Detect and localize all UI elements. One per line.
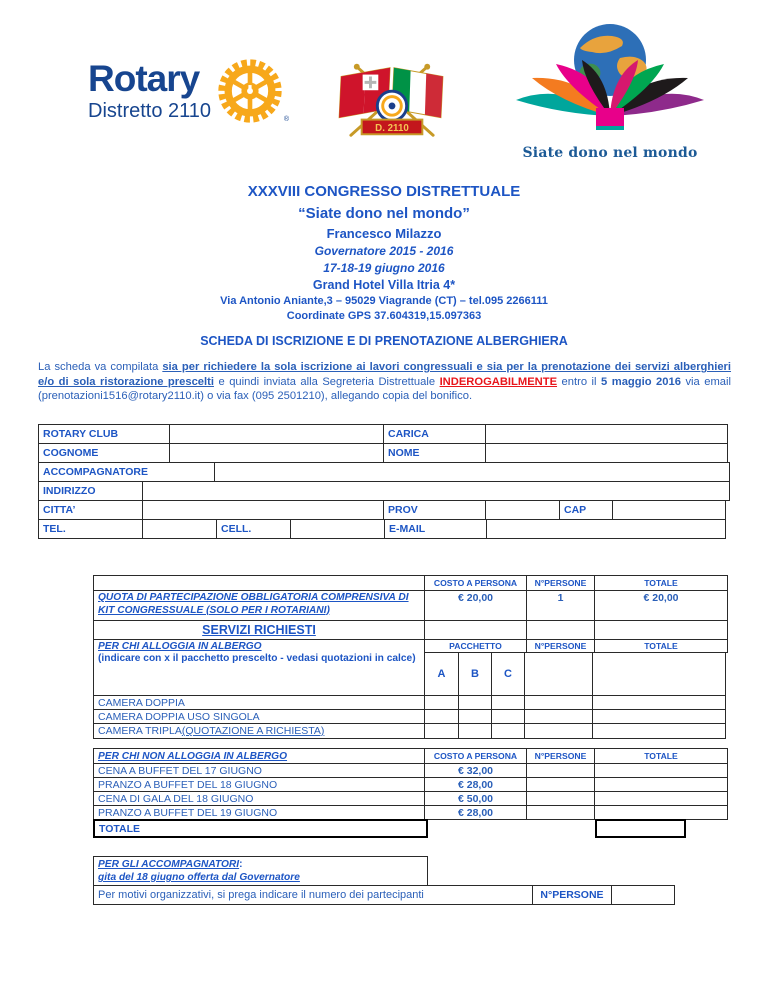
mini-wheel-icon (377, 91, 406, 120)
input-persone[interactable] (526, 791, 595, 806)
input-b[interactable] (458, 723, 492, 739)
input-email[interactable] (486, 519, 726, 539)
label-cap: CAP (559, 500, 613, 520)
table-row (38, 481, 730, 501)
rotary-wordmark: Rotary (88, 58, 200, 99)
input-cognome[interactable] (169, 443, 384, 463)
input-c[interactable] (491, 695, 525, 710)
input-cell[interactable] (290, 519, 385, 539)
intro-text-underlined: sia per richiedere la sola iscrizione ai lavori congressuali e sia per la prenotazione dei servizi alberghieri e/o di sola ristorazione prescelti (38, 361, 732, 388)
input-persone[interactable] (611, 885, 675, 905)
input-totale[interactable] (594, 791, 728, 806)
pacchetto-subgrid (424, 639, 730, 696)
congress-title: XXXVIII CONGRESSO DISTRETTUALE (247, 183, 521, 200)
theme-logo (505, 20, 715, 161)
input-prov[interactable] (485, 500, 560, 520)
services-table (93, 575, 730, 739)
intro-paragraph (38, 360, 731, 404)
label-nome: NOME (383, 443, 486, 463)
meals-title: PER CHI NON ALLOGGIA IN ALBERGO (93, 748, 425, 764)
congress-theme: “Siate dono nel mondo” (298, 205, 470, 222)
alloggia-note: (indicare con x il pacchetto prescelto - vedasi quotazioni in calce) (98, 653, 416, 664)
label-tel: TEL. (38, 519, 143, 539)
input-c[interactable] (491, 723, 525, 739)
table-row (93, 695, 730, 710)
meal-price: € 50,00 (424, 791, 527, 806)
header-totale: TOTALE (594, 575, 728, 591)
input-totale[interactable] (592, 709, 726, 724)
room-label (93, 723, 425, 739)
meal-price: € 32,00 (424, 763, 527, 778)
companions-header-box (93, 856, 428, 886)
table-row (93, 709, 730, 724)
quota-costo: € 20,00 (424, 590, 527, 621)
governor-name: Francesco Milazzo (326, 226, 442, 241)
meal-price: € 28,00 (424, 777, 527, 792)
form-title: SCHEDA DI ISCRIZIONE E DI PRENOTAZIONE ALBERGHIERA (200, 334, 568, 348)
input-indirizzo[interactable] (142, 481, 730, 501)
companions-colon: : (239, 859, 243, 870)
table-row (93, 805, 728, 820)
header-persone: N°PERSONE (526, 575, 595, 591)
input-persone[interactable] (524, 695, 593, 710)
deadline-warning: INDEROGABILMENTE (439, 375, 558, 388)
table-row (93, 791, 728, 806)
banner-text: D. 2110 (375, 122, 409, 134)
input-rotary-club[interactable] (169, 424, 384, 444)
intro-text-1: La scheda va compilata (38, 361, 163, 373)
table-row (38, 462, 730, 482)
quota-persone: 1 (526, 590, 595, 621)
input-a[interactable] (424, 723, 459, 739)
intro-text-2: e quindi inviata alla Segreteria Distrettuale (213, 375, 440, 388)
table-row (93, 777, 728, 792)
header-persone: N°PERSONE (526, 639, 595, 653)
option-b: B (458, 652, 492, 696)
input-totale[interactable] (592, 695, 726, 710)
rotary-wheel-icon (217, 58, 283, 124)
table-row (93, 575, 730, 591)
flags-pin-logo (333, 55, 451, 152)
alloggia-title: PER CHI ALLOGGIA IN ALBERGO (98, 641, 262, 652)
spacer (427, 819, 596, 838)
meals-table (93, 748, 728, 838)
governor-term: Governatore 2015 - 2016 (314, 244, 454, 258)
rotary-district-logo (88, 58, 290, 129)
input-persone[interactable] (526, 805, 595, 820)
table-row (93, 748, 728, 764)
input-c[interactable] (491, 709, 525, 724)
servizi-richiesti-title: SERVIZI RICHIESTI (93, 620, 425, 640)
table-row (93, 639, 730, 696)
meal-label: PRANZO A BUFFET DEL 18 GIUGNO (93, 777, 425, 792)
table-row (38, 424, 730, 444)
input-grand-total[interactable] (595, 819, 686, 838)
quota-label: QUOTA DI PARTECIPAZIONE OBBLIGATORIA COMPRENSIVA DI KIT CONGRESSUALE (SOLO PER I ROTARIANI) (93, 590, 425, 621)
table-row (93, 885, 675, 905)
input-persone[interactable] (526, 777, 595, 792)
option-a: A (424, 652, 459, 696)
table-row (93, 723, 730, 739)
header-totale: TOTALE (594, 748, 728, 764)
table-row (38, 519, 730, 539)
empty-cell (424, 620, 527, 640)
option-c: C (491, 652, 525, 696)
theme-base (596, 108, 624, 130)
label-indirizzo: INDIRIZZO (38, 481, 143, 501)
meal-label: CENA A BUFFET DEL 17 GIUGNO (93, 763, 425, 778)
input-carica[interactable] (485, 424, 728, 444)
table-row (93, 819, 728, 838)
document-header (0, 183, 768, 325)
companions-table (93, 856, 675, 905)
input-persone[interactable] (524, 652, 593, 696)
table-row (38, 443, 730, 463)
header-totale: TOTALE (594, 639, 728, 653)
input-a[interactable] (424, 709, 459, 724)
header-costo: COSTO A PERSONA (424, 748, 527, 764)
input-citta[interactable] (142, 500, 384, 520)
label-rotary-club: ROTARY CLUB (38, 424, 170, 444)
input-totale[interactable] (592, 723, 726, 739)
label-carica: CARICA (383, 424, 486, 444)
input-totale[interactable] (592, 652, 726, 696)
header-costo: COSTO A PERSONA (424, 575, 527, 591)
meal-label: PRANZO A BUFFET DEL 19 GIUGNO (93, 805, 425, 820)
congress-dates: 17-18-19 giugno 2016 (323, 261, 445, 275)
input-b[interactable] (458, 709, 492, 724)
label-email: E-MAIL (384, 519, 487, 539)
label-prov: PROV (383, 500, 486, 520)
input-persone[interactable] (526, 763, 595, 778)
theme-globe-leaves-icon (510, 20, 710, 138)
meal-label: CENA DI GALA DEL 18 GIUGNO (93, 791, 425, 806)
table-row (93, 856, 675, 886)
venue-address: Via Antonio Aniante,3 – 95029 Viagrande (CT) – tel.095 2266111 (220, 295, 548, 307)
label-persone: N°PERSONE (532, 885, 612, 905)
label-cognome: COGNOME (38, 443, 170, 463)
input-b[interactable] (458, 695, 492, 710)
registration-table (38, 424, 730, 539)
input-totale[interactable] (594, 763, 728, 778)
table-row (38, 500, 730, 520)
label-cell: CELL. (216, 519, 291, 539)
room-label: CAMERA DOPPIA (93, 695, 425, 710)
room-label-text: CAMERA TRIPLA (98, 725, 182, 737)
header-pacchetto: PACCHETTO (424, 639, 527, 653)
companions-subtitle: gita del 18 giugno offerta dal Governatore (98, 872, 300, 883)
room-label-note: (QUOTAZIONE A RICHIESTA) (181, 725, 325, 737)
header-persone: N°PERSONE (526, 748, 595, 764)
input-totale[interactable] (594, 805, 728, 820)
empty-cell (594, 620, 728, 640)
input-persone[interactable] (524, 709, 593, 724)
input-cap[interactable] (612, 500, 726, 520)
input-tel[interactable] (142, 519, 217, 539)
registered-mark: ® (283, 116, 290, 123)
input-accompagnatore[interactable] (214, 462, 730, 482)
table-row (93, 590, 730, 621)
input-persone[interactable] (524, 723, 593, 739)
intro-text-4: via email (prenotazioni1516@rotary2110.it) o via fax (095 2501210), allegando copia del bonifico. (38, 375, 731, 403)
district-label: Distretto 2110 (88, 100, 212, 122)
input-a[interactable] (424, 695, 459, 710)
room-label: CAMERA DOPPIA USO SINGOLA (93, 709, 425, 724)
totale-label: TOTALE (93, 819, 428, 838)
empty-cell (526, 620, 595, 640)
gps-coordinates: Coordinate GPS 37.604319,15.097363 (286, 310, 482, 322)
label-accompagnatore: ACCOMPAGNATORE (38, 462, 215, 482)
table-row (93, 620, 730, 640)
alloggia-label-cell (93, 639, 425, 696)
input-totale[interactable] (594, 777, 728, 792)
empty-header-cell (93, 575, 425, 591)
venue-name: Grand Hotel Villa Itria 4* (312, 278, 456, 292)
companions-note: Per motivi organizzativi, si prega indicare il numero dei partecipanti (93, 885, 533, 905)
companions-title: PER GLI ACCOMPAGNATORI (98, 859, 240, 870)
table-row (93, 763, 728, 778)
banner-d2110-shape (362, 120, 423, 135)
intro-text-3: entro il (557, 375, 602, 388)
quota-totale: € 20,00 (594, 590, 728, 621)
theme-caption: Siate dono nel mondo (522, 145, 698, 161)
input-nome[interactable] (485, 443, 728, 463)
meal-price: € 28,00 (424, 805, 527, 820)
crossed-flags-icon (333, 55, 451, 147)
label-citta: CITTA’ (38, 500, 143, 520)
deadline-date: 5 maggio 2016 (601, 375, 681, 388)
